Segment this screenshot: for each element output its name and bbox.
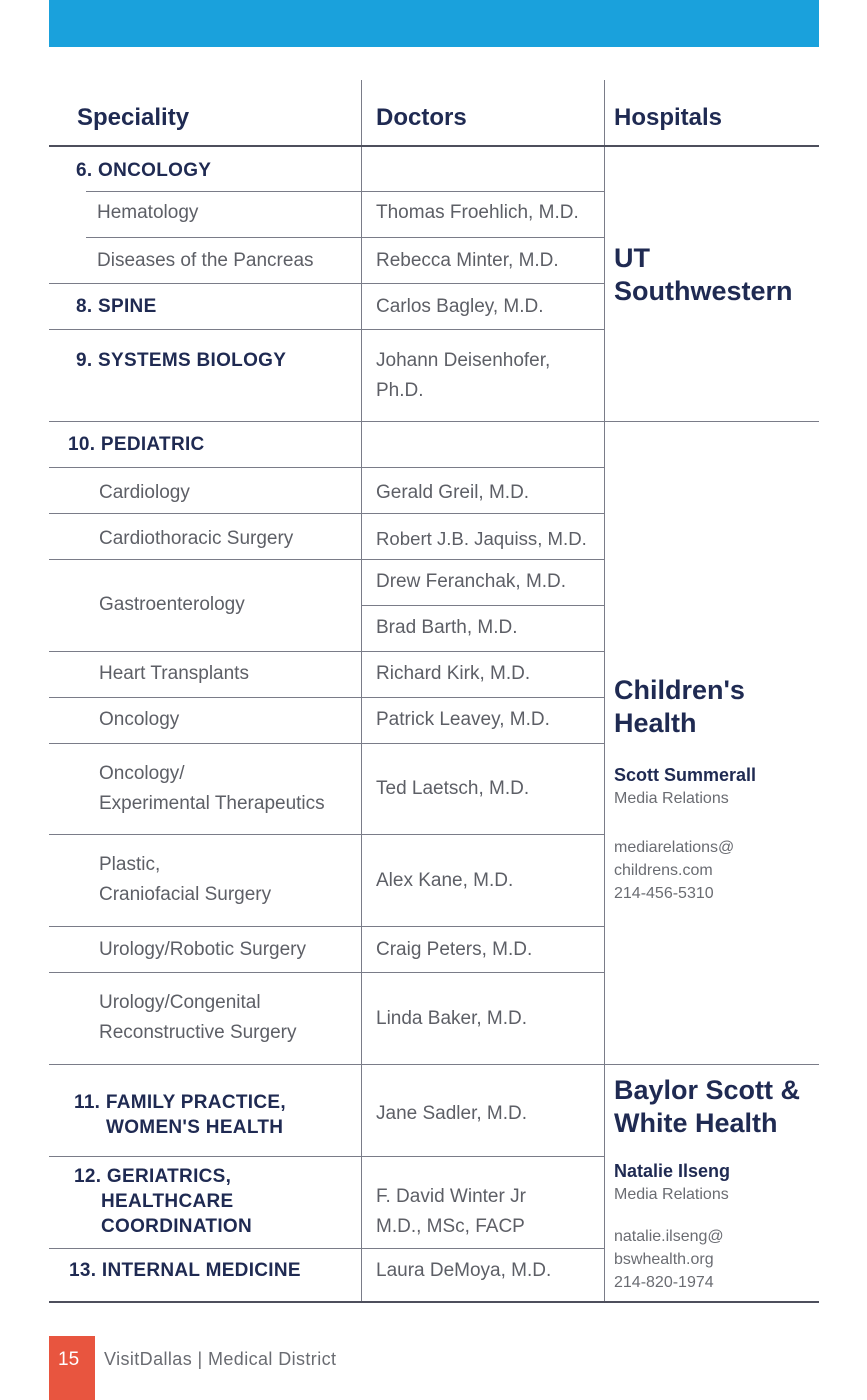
speciality-gastroenterology: Gastroenterology xyxy=(99,594,245,615)
row-rule xyxy=(49,1156,604,1157)
line: COORDINATION xyxy=(101,1216,253,1237)
header-speciality: Speciality xyxy=(77,104,190,131)
row-rule xyxy=(49,329,604,330)
contact-info xyxy=(614,1225,724,1294)
line: Oncology/ xyxy=(99,763,185,784)
contact-info xyxy=(614,836,734,905)
line: Reconstructive Surgery xyxy=(99,1022,297,1043)
header-rule xyxy=(49,145,819,147)
doctor-peters: Craig Peters, M.D. xyxy=(376,939,533,960)
line: Southwestern xyxy=(614,276,793,306)
row-rule xyxy=(49,513,604,514)
speciality-cardiothoracic: Cardiothoracic Surgery xyxy=(99,528,294,549)
speciality-oncology-experimental xyxy=(99,759,325,819)
doctor-greil: Gerald Greil, M.D. xyxy=(376,482,530,503)
doctor-sadler: Jane Sadler, M.D. xyxy=(376,1103,528,1124)
speciality-urology-robotic: Urology/Robotic Surgery xyxy=(99,939,306,960)
column-divider-1 xyxy=(361,80,362,1302)
hospital-childrens-health xyxy=(614,674,745,740)
line: White Health xyxy=(614,1108,778,1138)
section-spine: 8. SPINE xyxy=(76,296,157,317)
section-geriatrics xyxy=(74,1164,252,1239)
row-rule xyxy=(86,237,604,238)
speciality-urology-congenital xyxy=(99,988,296,1048)
line: HEALTHCARE xyxy=(101,1191,234,1212)
row-rule xyxy=(49,743,604,744)
contact-phone: 214-820-1974 xyxy=(614,1274,714,1291)
hospital-baylor-scott-white xyxy=(614,1074,800,1140)
row-rule xyxy=(49,1248,604,1249)
doctor-froehlich: Thomas Froehlich, M.D. xyxy=(376,202,579,223)
contact-name: Scott Summerall xyxy=(614,765,757,785)
line: bswhealth.org xyxy=(614,1251,714,1268)
section-internal-medicine: 13. INTERNAL MEDICINE xyxy=(69,1260,301,1281)
line: Plastic, xyxy=(99,854,161,875)
doctor-leavey: Patrick Leavey, M.D. xyxy=(376,709,550,730)
contact-phone: 214-456-5310 xyxy=(614,885,714,902)
line: 12. GERIATRICS, xyxy=(74,1166,232,1187)
line: UT xyxy=(614,243,650,273)
contact-name: Natalie Ilseng xyxy=(614,1161,731,1181)
section-rule xyxy=(49,1064,819,1065)
line: 11. FAMILY PRACTICE, xyxy=(74,1092,286,1113)
page-number: 15 xyxy=(58,1349,80,1370)
line: Craniofacial Surgery xyxy=(99,884,272,905)
doctor-minter: Rebecca Minter, M.D. xyxy=(376,250,559,271)
row-rule xyxy=(49,651,604,652)
line: childrens.com xyxy=(614,862,713,879)
row-rule xyxy=(49,834,604,835)
doctor-feranchak: Drew Feranchak, M.D. xyxy=(376,571,567,592)
line: M.D., MSc, FACP xyxy=(376,1216,525,1237)
line: Johann Deisenhofer, xyxy=(376,350,551,371)
contact-role: Media Relations xyxy=(614,1186,729,1203)
contact-email[interactable] xyxy=(614,836,734,882)
section-pediatric: 10. PEDIATRIC xyxy=(68,434,205,455)
line: Urology/Congenital xyxy=(99,992,261,1013)
row-rule xyxy=(49,697,604,698)
doctor-deisenhofer xyxy=(376,346,550,406)
section-systems-biology: 9. SYSTEMS BIOLOGY xyxy=(76,350,287,371)
line: Ph.D. xyxy=(376,380,424,401)
line: Children's xyxy=(614,675,745,705)
doctor-bagley: Carlos Bagley, M.D. xyxy=(376,296,544,317)
header-hospitals: Hospitals xyxy=(614,104,723,131)
doctor-baker: Linda Baker, M.D. xyxy=(376,1008,528,1029)
doctor-barth: Brad Barth, M.D. xyxy=(376,617,518,638)
doctor-jaquiss: Robert J.B. Jaquiss, M.D. xyxy=(376,528,587,549)
row-rule xyxy=(361,605,604,606)
contact-role: Media Relations xyxy=(614,790,729,807)
line: F. David Winter Jr xyxy=(376,1186,526,1207)
speciality-oncology: Oncology xyxy=(99,709,180,730)
column-divider-2 xyxy=(604,80,605,1302)
line: WOMEN'S HEALTH xyxy=(106,1117,284,1138)
speciality-heart-transplants: Heart Transplants xyxy=(99,663,249,684)
line: Baylor Scott & xyxy=(614,1075,801,1105)
speciality-cardiology: Cardiology xyxy=(99,482,190,503)
contact-email[interactable] xyxy=(614,1225,724,1271)
header-doctors: Doctors xyxy=(376,104,467,131)
line: natalie.ilseng@ xyxy=(614,1228,724,1245)
section-family-practice xyxy=(74,1090,286,1140)
line: mediarelations@ xyxy=(614,839,735,856)
row-rule xyxy=(49,972,604,973)
doctor-kane: Alex Kane, M.D. xyxy=(376,870,514,891)
row-rule xyxy=(49,559,604,560)
row-rule xyxy=(49,467,604,468)
table-bottom-rule xyxy=(49,1301,819,1303)
hospital-ut-southwestern xyxy=(614,242,793,308)
line: Health xyxy=(614,708,697,738)
section-rule xyxy=(49,421,819,422)
doctor-winter xyxy=(376,1182,526,1242)
section-oncology: 6. ONCOLOGY xyxy=(76,160,212,181)
footer-title: VisitDallas | Medical District xyxy=(104,1349,337,1369)
row-rule xyxy=(49,926,604,927)
speciality-plastic xyxy=(99,850,271,910)
header-banner xyxy=(49,0,819,47)
doctor-laetsch: Ted Laetsch, M.D. xyxy=(376,778,530,799)
doctor-kirk: Richard Kirk, M.D. xyxy=(376,663,531,684)
doctor-demoya: Laura DeMoya, M.D. xyxy=(376,1260,552,1281)
row-rule xyxy=(86,191,604,192)
speciality-pancreas: Diseases of the Pancreas xyxy=(97,250,314,271)
row-rule xyxy=(49,283,604,284)
line: Experimental Therapeutics xyxy=(99,793,325,814)
speciality-hematology: Hematology xyxy=(97,202,199,223)
